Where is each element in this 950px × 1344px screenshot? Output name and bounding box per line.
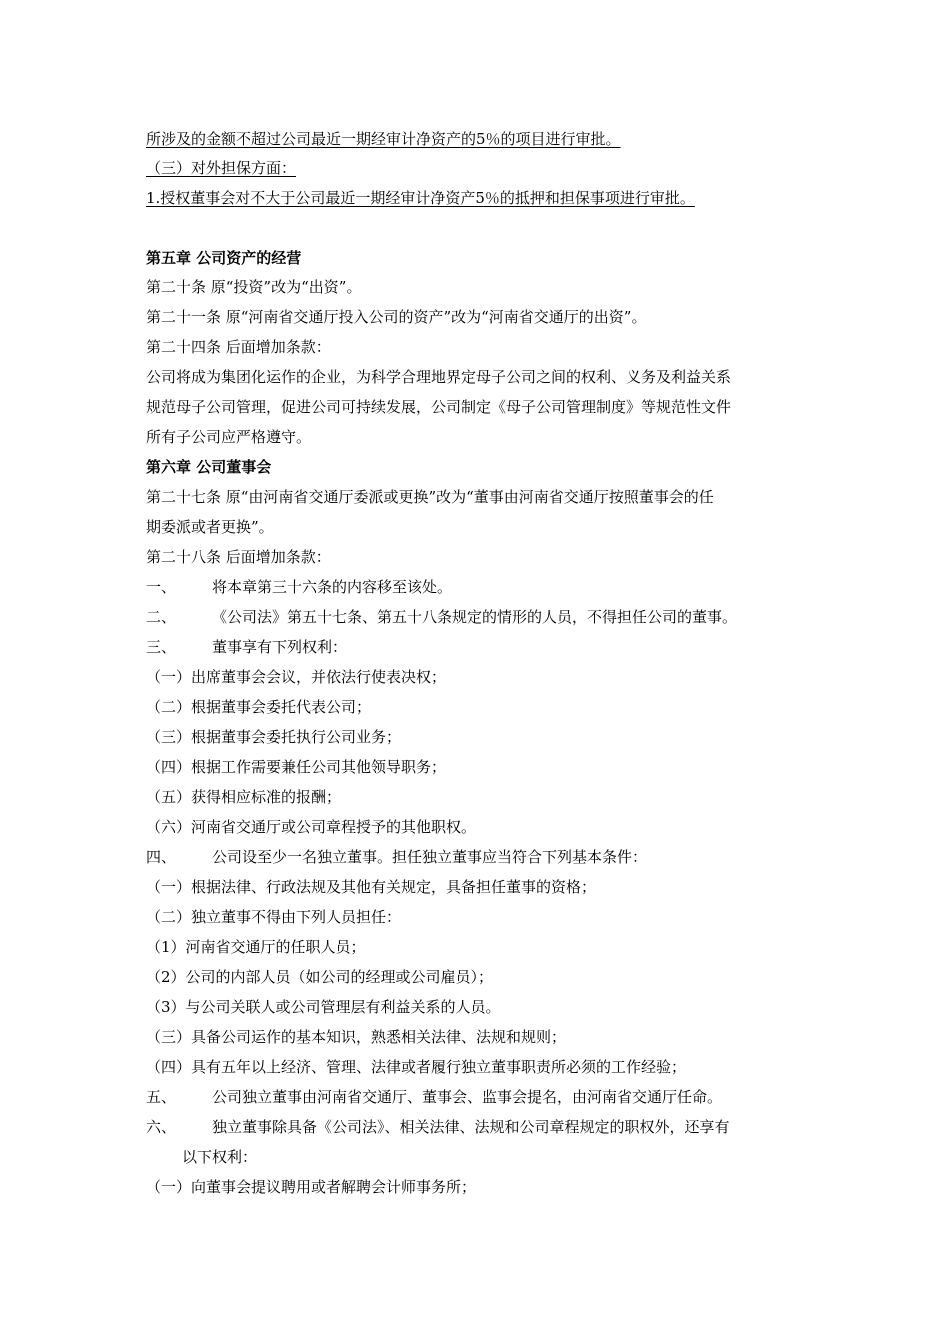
list-item-text: 将本章第三十六条的内容移至该处。 [212,578,453,596]
condition-item: （3）与公司关联人或公司管理层有利益关系的人员。 [146,998,501,1016]
article-24-para-line-3: 所有子公司应严格遵守。 [146,428,312,446]
article-24: 第二十四条 后面增加条款： [146,338,331,356]
condition-item: （1）河南省交通厅的任职人员； [146,938,366,956]
list-item-number: 四、 [146,848,177,866]
condition-item: （四）具有五年以上经济、管理、法律或者履行独立董事职责所必须的工作经验； [146,1058,687,1076]
chapter-6-title: 第六章 公司董事会 [146,458,272,476]
article-24-para-line-1: 公司将成为集团化运作的企业，为科学合理地界定母子公司之间的权利、义务及利益关系 [146,368,732,386]
item-6-sub-1: （一）向董事会提议聘用或者解聘会计师事务所； [146,1178,477,1196]
rights-item: （四）根据工作需要兼任公司其他领导职务； [146,758,447,776]
rights-item: （六）河南省交通厅或公司章程授予的其他职权。 [146,818,477,836]
condition-item: （三）具备公司运作的基本知识，熟悉相关法律、法规和规则； [146,1028,567,1046]
list-item [146,1117,730,1137]
list-item-number: 六、 [146,1118,177,1136]
article-27-line-2: 期委派或者更换”。 [146,518,274,536]
rights-item: （三）根据董事会委托执行公司业务； [146,728,402,746]
list-item [146,1087,722,1107]
condition-item: （二）独立董事不得由下列人员担任： [146,908,402,926]
rights-item: （二）根据董事会委托代表公司； [146,698,372,716]
guarantee-item-1: 1.授权董事会对不大于公司最近一期经审计净资产5％的抵押和担保事项进行审批。 [146,189,695,207]
list-item-text: 董事享有下列权利： [212,638,348,656]
list-item [146,607,737,627]
article-27-line-1: 第二十七条 原“由河南省交通厅委派或更换”改为“董事由河南省交通厅按照董事会的任 [146,488,714,506]
list-item [146,847,647,867]
list-item-text: 独立董事除具备《公司法》、相关法律、法规和公司章程规定的职权外，还享有 [212,1118,730,1136]
chapter-5-title: 第五章 公司资产的经营 [146,249,302,267]
article-20: 第二十条 原“投资”改为“出资”。 [146,278,362,296]
list-item-text: 公司设至少一名独立董事。担任独立董事应当符合下列基本条件： [212,848,648,866]
condition-item: （2）公司的内部人员（如公司的经理或公司雇员）； [146,968,494,986]
article-21: 第二十一条 原“河南省交通厅投入公司的资产”改为“河南省交通厅的出资”。 [146,308,647,326]
list-item-number: 三、 [146,638,177,656]
item-6-continuation: 以下权利： [182,1148,258,1166]
guarantee-heading: （三）对外担保方面： [146,159,297,177]
article-24-para-line-2: 规范母子公司管理，促进公司可持续发展，公司制定《母子公司管理制度》等规范性文件 [146,398,732,416]
list-item-text: 公司独立董事由河南省交通厅、董事会、监事会提名，由河南省交通厅任命。 [212,1088,723,1106]
guarantee-tail-line: 所涉及的金额不超过公司最近一期经审计净资产的5％的项目进行审批。 [146,130,621,148]
list-item-number: 一、 [146,578,177,596]
list-item [146,577,452,597]
rights-item: （五）获得相应标准的报酬； [146,788,342,806]
list-item-number: 二、 [146,608,177,626]
article-28: 第二十八条 后面增加条款： [146,548,331,566]
list-item-text: 《公司法》第五十七条、第五十八条规定的情形的人员，不得担任公司的董事。 [212,608,738,626]
list-item-number: 五、 [146,1088,177,1106]
condition-item: （一）根据法律、行政法规及其他有关规定，具备担任董事的资格； [146,878,597,896]
list-item [146,637,347,657]
rights-item: （一）出席董事会会议，并依法行使表决权； [146,668,447,686]
